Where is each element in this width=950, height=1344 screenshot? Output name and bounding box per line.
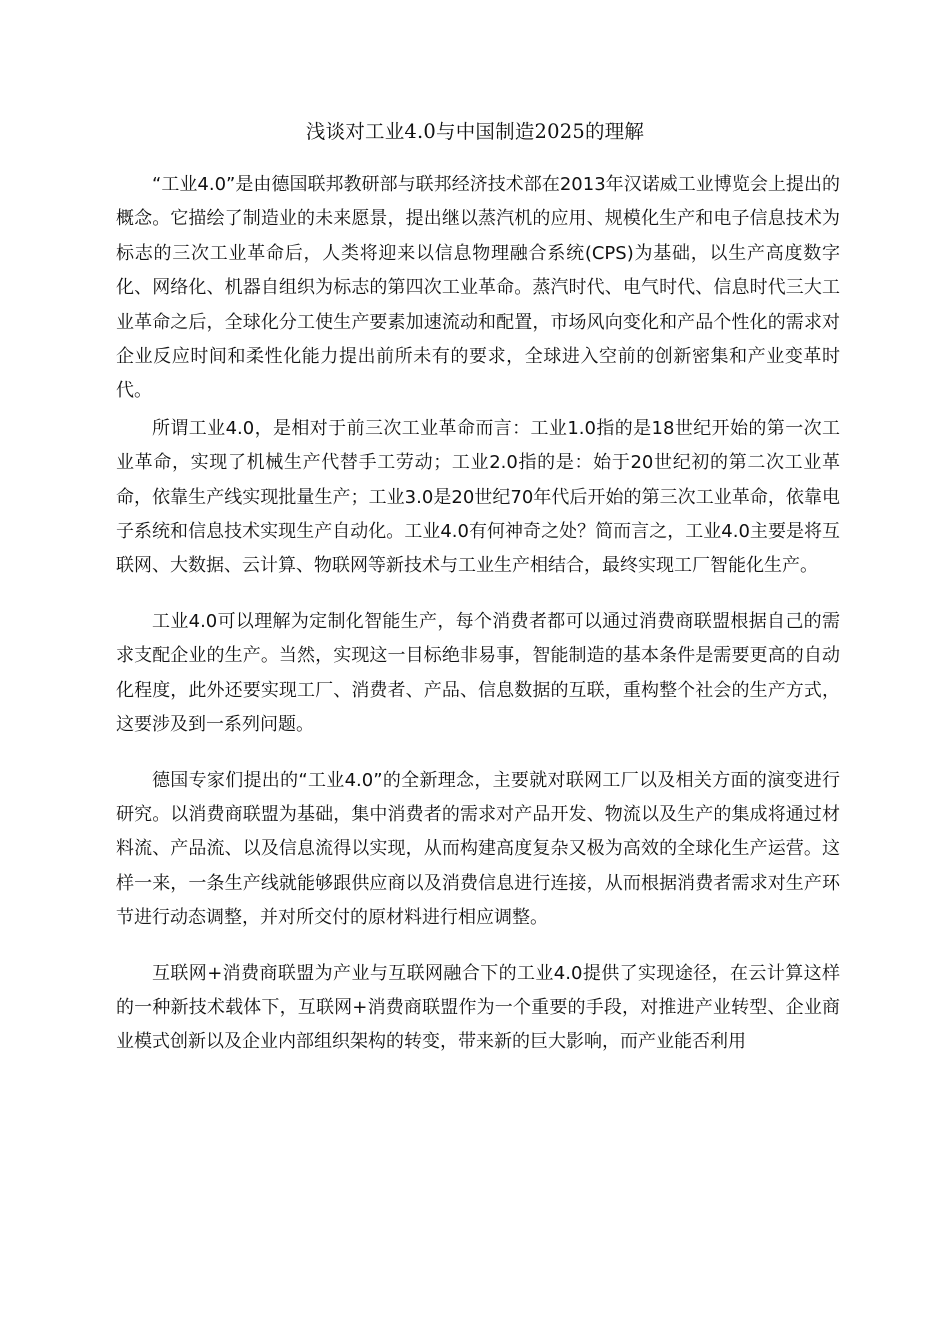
paragraph-internet-plus: 互联网+消费商联盟为产业与互联网融合下的工业4.0提供了实现途径，在云计算这样的一种新技术载体下，互联网+消费商联盟作为一个重要的手段，对推进产业转型、企业商业模式创新以及企业内部组织架构的转变，带来新的巨大影响，而产业能否利用	[116, 962, 840, 1053]
paragraph-industry-4-intro: “工业4.0”是由德国联邦教研部与联邦经济技术部在2013年汉诺威工业博览会上提出的概念。它描绘了制造业的未来愿景，提出继以蒸汽机的应用、规模化生产和电子信息技术为标志的三次工业革命后，人类将迎来以信息物理融合系统(CPS)为基础，以生产高度数字化、网络化、机器自组织为标志的第四次工业革命。蒸汽时代、电气时代、信息时代三大工业革命之后，全球化分工使生产要素加速流动和配置，市场风向变化和产品个性化的需求对企业反应时间和柔性化能力提出前所未有的要求，全球进入空前的创新密集和产业变革时代。	[116, 174, 840, 402]
document-body	[116, 168, 840, 1060]
paragraph-german-experts: 德国专家们提出的“工业4.0”的全新理念，主要就对联网工厂以及相关方面的演变进行研究。以消费商联盟为基础，集中消费者的需求对产品开发、物流以及生产的集成将通过材料流、产品流、以及信息流得以实现，从而构建高度复杂又极为高效的全球化生产运营。这样一来，一条生产线就能够跟供应商以及消费信息进行连接，从而根据消费者需求对生产环节进行动态调整，并对所交付的原材料进行相应调整。	[116, 769, 840, 929]
document-title: 浅谈对工业4.0与中国制造2025的理解	[305, 120, 645, 143]
paragraph-custom-smart-production: 工业4.0可以理解为定制化智能生产，每个消费者都可以通过消费商联盟根据自己的需求支配企业的生产。当然，实现这一目标绝非易事，智能制造的基本条件是需要更高的自动化程度，此外还要实现工厂、消费者、产品、信息数据的互联，重构整个社会的生产方式，这要涉及到一系列问题。	[116, 610, 840, 736]
paragraph-industrial-revolutions: 所谓工业4.0，是相对于前三次工业革命而言：工业1.0指的是18世纪开始的第一次工业革命，实现了机械生产代替手工劳动；工业2.0指的是：始于20世纪初的第二次工业革命，依靠生产线实现批量生产；工业3.0是20世纪70年代后开始的第三次工业革命，依靠电子系统和信息技术实现生产自动化。工业4.0有何神奇之处？简而言之，工业4.0主要是将互联网、大数据、云计算、物联网等新技术与工业生产相结合，最终实现工厂智能化生产。	[116, 417, 840, 577]
